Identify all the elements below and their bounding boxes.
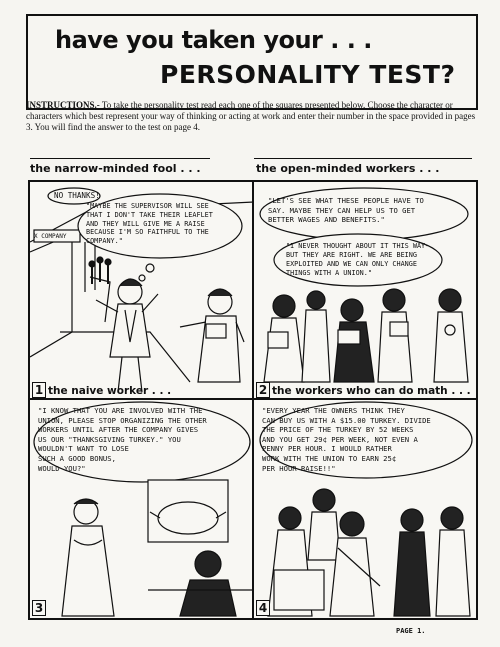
panel-4-number: 4 — [256, 600, 270, 616]
company-sign: X COMPANY — [34, 233, 67, 240]
panel-1 — [28, 180, 256, 402]
panel-3 — [28, 398, 256, 620]
panel-2-speech-bubble: "LET'S SEE WHAT THESE PEOPLE HAVE TO SAY. MAYBE THEY CAN HELP US TO GET BETTER WAGES AND BENEFITS." — [268, 196, 424, 225]
panel-1-caption: the naive worker . . . — [48, 385, 172, 397]
instructions-lead: INSTRUCTIONS.- — [26, 100, 100, 110]
panel-4 — [252, 398, 478, 620]
section-heading-left: the narrow-minded fool . . . — [30, 162, 201, 175]
panel-2-thought-bubble: "I NEVER THOUGHT ABOUT IT THIS WAY- BUT THEY ARE RIGHT. WE ARE BEING EXPLOITED AND WE CAN ONLY CHANGE THINGS WITH A UNION." — [286, 242, 430, 277]
instructions — [26, 100, 476, 133]
title-line-1: have you taken your . . . — [55, 26, 372, 54]
divider-left — [30, 158, 210, 159]
panel-1-number: 1 — [32, 382, 46, 398]
panel-1-thought-bubble: "MAYBE THE SUPERVISOR WILL SEE THAT I DON'T TAKE THEIR LEAFLET AND THEY WILL GIVE ME A RAISE BECAUSE I'M SO FAITHFUL TO THE COMPANY." — [86, 202, 213, 246]
divider-right — [254, 158, 472, 159]
instructions-text: To take the personality test read each one of the squares presented below. Choose the character or characters which best represent your way of thinking or acting at work and enter their number in the space provided in pages 3. You will find the answer to the test on page 4. — [26, 100, 476, 132]
panel-2-caption: the workers who can do math . . . — [272, 385, 471, 397]
page-number: PAGE 1. — [396, 627, 426, 635]
panel-2 — [252, 180, 478, 402]
panel-1-bubble-no-thanks: NO THANKS! — [54, 191, 100, 200]
panel-2-number: 2 — [256, 382, 270, 398]
title-line-2: PERSONALITY TEST? — [160, 60, 456, 89]
section-heading-right: the open-minded workers . . . — [256, 162, 440, 175]
panel-3-number: 3 — [32, 600, 46, 616]
panel-4-speech-bubble: "EVERY YEAR THE OWNERS THINK THEY CAN BUY US WITH A $15.00 TURKEY. DIVIDE THE PRICE OF THE TURKEY BY 52 WEEKS AND YOU GET 29¢ PER WEEK, NOT EVEN A PENNY PER HOUR. I WOULD RATHER WORK WITH THE UNION TO EARN 25¢ PER HOUR RAISE!!" — [262, 406, 431, 473]
panel-3-speech-bubble: "I KNOW THAT YOU ARE INVOLVED WITH THE UNION, PLEASE STOP ORGANIZING THE OTHER WORKERS UNTIL AFTER THE COMPANY GIVES US OUR "THANKSGIVING TURKEY." YOU WOULDN'T WANT TO LOSE SUCH A GOOD BONUS, WOULD YOU?" — [38, 406, 207, 473]
